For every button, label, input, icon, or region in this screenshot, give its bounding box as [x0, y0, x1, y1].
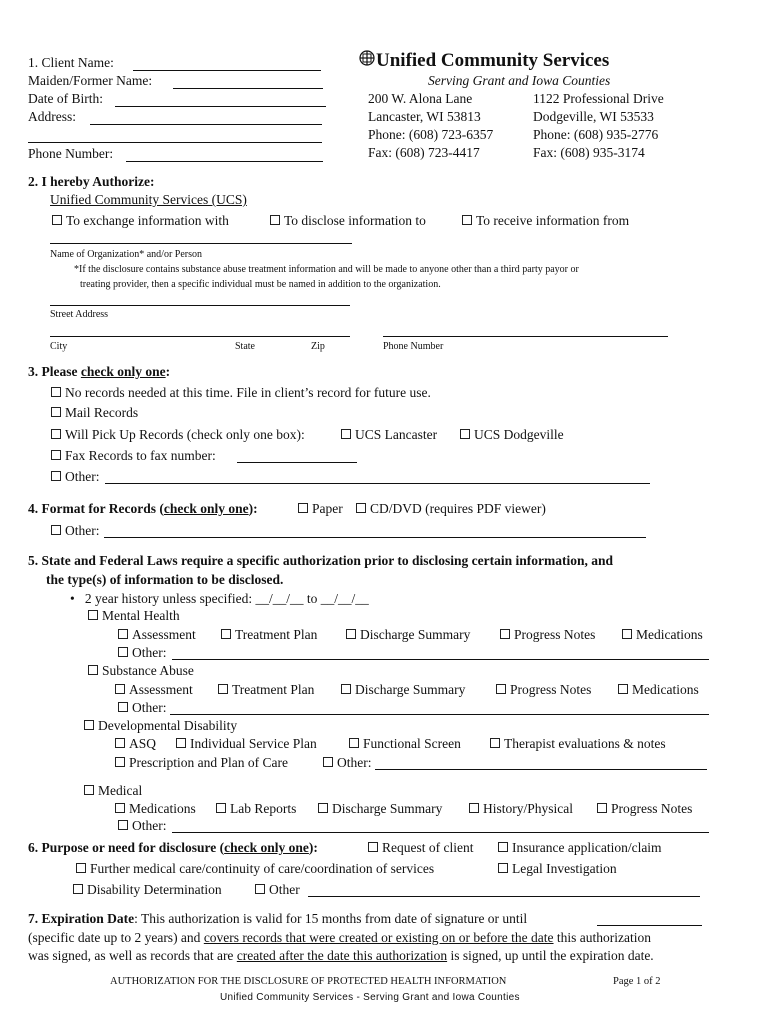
s2-opt-exchange-label: To exchange information with — [66, 213, 229, 228]
dd-other[interactable] — [323, 755, 372, 771]
dd-item[interactable] — [349, 736, 461, 752]
sa-item[interactable] — [496, 682, 591, 698]
lancaster-city: Lancaster, WI 53813 — [368, 109, 481, 124]
substance-note-2: treating provider, then a specific individual must be named in addition to the organization. — [80, 279, 441, 290]
s7-line-2b: this authorization — [553, 930, 652, 945]
dd-item[interactable] — [176, 736, 317, 752]
checkbox-icon[interactable] — [118, 629, 128, 639]
s5-substance-abuse-label: Substance Abuse — [102, 663, 194, 678]
client-name-label: 1. Client Name: — [28, 55, 114, 70]
checkbox-icon[interactable] — [341, 429, 351, 439]
mh-item-label: Medications — [636, 627, 703, 642]
med-other[interactable] — [118, 818, 167, 834]
med-other-field[interactable] — [172, 832, 709, 833]
checkbox-icon[interactable] — [496, 684, 506, 694]
s2-opt-exchange[interactable] — [52, 213, 229, 229]
checkbox-icon[interactable] — [84, 720, 94, 730]
org-label: Name of Organization* and/or Person — [50, 249, 202, 260]
s4-opt-paper-label: Paper — [312, 501, 343, 516]
s5-medical-label: Medical — [98, 783, 143, 798]
checkbox-icon[interactable] — [368, 842, 378, 852]
s7-line-2-underlined: covers records that were created or existing on or before the date — [203, 930, 554, 945]
s7-line-3a: was signed, as well as records that are — [28, 948, 237, 963]
s6-opt-insurance[interactable] — [498, 840, 662, 856]
s3-opt-fax[interactable] — [51, 448, 216, 464]
footer-title: AUTHORIZATION FOR THE DISCLOSURE OF PROTECTED HEALTH INFORMATION — [110, 976, 507, 987]
s3-opt-dodgeville-label: UCS Dodgeville — [474, 427, 564, 442]
s6-other-field[interactable] — [308, 896, 700, 897]
sa-item-label: Progress Notes — [510, 682, 592, 697]
fax-number-field[interactable] — [237, 462, 357, 463]
checkbox-icon[interactable] — [318, 803, 328, 813]
s6-opt-further-care-label: Further medical care/continuity of care/coordination of services — [90, 861, 435, 876]
med-item[interactable] — [318, 801, 442, 817]
s3-opt-mail[interactable] — [51, 405, 138, 421]
dodgeville-fax: Fax: (608) 935-3174 — [533, 145, 645, 160]
s5-heading-2: the type(s) of information to be disclosed. — [46, 572, 284, 587]
footer-page-number: Page 1 of 2 — [613, 976, 661, 987]
s7-line-2a: (specific date up to 2 years) and — [28, 930, 204, 945]
sa-item-label: Medications — [632, 682, 699, 697]
checkbox-icon[interactable] — [88, 610, 98, 620]
s5-bullet — [70, 591, 369, 607]
mh-item[interactable] — [346, 627, 470, 643]
sa-item[interactable] — [115, 682, 193, 698]
s6-opt-disability[interactable] — [73, 882, 222, 898]
s4-opt-cd-label: CD/DVD (requires PDF viewer) — [370, 501, 546, 516]
checkbox-icon[interactable] — [51, 407, 61, 417]
dd-other-label: Other: — [337, 755, 372, 770]
state-label: State — [235, 341, 255, 352]
s5-history-range[interactable]: 2 year history unless specified: __/__/__ to __/__/__ — [84, 591, 369, 606]
s3-opt-no-records-label: No records needed at this time. File in client’s record for future use. — [65, 385, 431, 400]
med-item[interactable] — [115, 801, 196, 817]
med-item-label: Discharge Summary — [332, 801, 443, 816]
s6-heading — [28, 840, 318, 856]
s4-heading-pre: 4. Format for Records ( — [28, 501, 164, 516]
sa-item-label: Discharge Summary — [355, 682, 466, 697]
address-label: Address: — [28, 109, 76, 124]
maiden-name-field[interactable] — [173, 88, 323, 89]
med-item-label: History/Physical — [483, 801, 573, 816]
s5-substance-abuse[interactable] — [88, 663, 194, 679]
s7-line-1-text: : This authorization is valid for 15 months from date of signature or until — [134, 911, 528, 926]
s3-opt-other-label: Other: — [65, 469, 100, 484]
s7-line-3 — [28, 948, 654, 964]
checkbox-icon[interactable] — [118, 702, 128, 712]
dd-item[interactable] — [490, 736, 666, 752]
checkbox-icon[interactable] — [270, 215, 280, 225]
org-name-field[interactable] — [50, 243, 352, 244]
checkbox-icon[interactable] — [349, 738, 359, 748]
s6-opt-request-label: Request of client — [382, 840, 474, 855]
checkbox-icon[interactable] — [51, 387, 61, 397]
dd-item-label: Individual Service Plan — [190, 736, 317, 751]
s2-opt-receive-label: To receive information from — [476, 213, 630, 228]
address-field-1[interactable] — [90, 124, 322, 125]
mh-item[interactable] — [622, 627, 703, 643]
checkbox-icon[interactable] — [323, 757, 333, 767]
mh-item[interactable] — [221, 627, 317, 643]
s7-heading: 7. Expiration Date — [28, 911, 135, 926]
checkbox-icon[interactable] — [498, 863, 508, 873]
checkbox-icon[interactable] — [490, 738, 500, 748]
s5-developmental-disability[interactable] — [84, 718, 237, 734]
checkbox-icon[interactable] — [469, 803, 479, 813]
mh-item-label: Progress Notes — [514, 627, 596, 642]
s7-line-1 — [28, 911, 527, 927]
address-field-2[interactable] — [28, 142, 322, 143]
mh-other-field[interactable] — [172, 659, 709, 660]
checkbox-icon[interactable] — [218, 684, 228, 694]
checkbox-icon[interactable] — [255, 884, 265, 894]
med-item[interactable] — [597, 801, 692, 817]
lancaster-phone: Phone: (608) 723-6357 — [368, 127, 494, 142]
s2-heading: 2. I hereby Authorize: — [28, 174, 155, 189]
s6-opt-request[interactable] — [368, 840, 473, 856]
s4-opt-other-label: Other: — [65, 523, 100, 538]
dd-item-label: ASQ — [129, 736, 157, 751]
s5-developmental-disability-label: Developmental Disability — [98, 718, 238, 733]
street-address-label: Street Address — [50, 309, 109, 320]
mh-other-label: Other: — [132, 645, 167, 660]
s3-opt-dodgeville[interactable] — [460, 427, 564, 443]
checkbox-icon[interactable] — [76, 863, 86, 873]
s6-opt-further-care[interactable] — [76, 861, 434, 877]
city-label: City — [50, 341, 68, 352]
checkbox-icon[interactable] — [176, 738, 186, 748]
checkbox-icon[interactable] — [118, 647, 128, 657]
checkbox-icon[interactable] — [597, 803, 607, 813]
s3-heading-underlined: check only one — [80, 364, 166, 379]
substance-note-1: *If the disclosure contains substance abuse treatment information and will be made to anyone other than a third party payor or — [74, 264, 579, 275]
client-name-field[interactable] — [133, 70, 321, 71]
agency-name: Unified Community Services — [376, 50, 610, 71]
checkbox-icon[interactable] — [221, 629, 231, 639]
s2-entity: Unified Community Services (UCS) — [50, 192, 247, 207]
checkbox-icon[interactable] — [115, 738, 125, 748]
checkbox-icon[interactable] — [84, 785, 94, 795]
dd-item-label: Therapist evaluations & notes — [504, 736, 666, 751]
s6-opt-other-label: Other — [269, 882, 300, 897]
s4-row — [28, 501, 258, 517]
sa-other[interactable] — [118, 700, 167, 716]
mh-item[interactable] — [500, 627, 595, 643]
checkbox-icon[interactable] — [51, 450, 61, 460]
dodgeville-city: Dodgeville, WI 53533 — [533, 109, 654, 124]
maiden-name-label: Maiden/Former Name: — [28, 73, 153, 88]
checkbox-icon[interactable] — [622, 629, 632, 639]
med-other-label: Other: — [132, 818, 167, 833]
s3-opt-other[interactable] — [51, 469, 100, 485]
checkbox-icon[interactable] — [462, 215, 472, 225]
dd-item-label: Prescription and Plan of Care — [129, 755, 288, 770]
lancaster-fax: Fax: (608) 723-4417 — [368, 145, 480, 160]
s6-heading-post: ): — [308, 840, 318, 855]
s7-line-3-underlined: created after the date this authorization — [236, 948, 448, 963]
med-item[interactable] — [469, 801, 573, 817]
dodgeville-street: 1122 Professional Drive — [533, 91, 664, 106]
s3-heading — [28, 364, 170, 380]
s2-opt-disclose[interactable] — [270, 213, 426, 229]
s6-opt-disability-label: Disability Determination — [87, 882, 222, 897]
s3-opt-no-records[interactable] — [51, 385, 431, 401]
s2-opt-receive[interactable] — [462, 213, 629, 229]
s2-opt-disclose-label: To disclose information to — [284, 213, 426, 228]
city-state-zip-field[interactable] — [50, 336, 350, 337]
agency-name-block — [358, 49, 609, 72]
med-item-label: Medications — [129, 801, 196, 816]
agency-tagline: Serving Grant and Iowa Counties — [428, 73, 611, 88]
checkbox-icon[interactable] — [500, 629, 510, 639]
s3-opt-pickup[interactable] — [51, 427, 305, 443]
zip-label: Zip — [311, 341, 325, 352]
checkbox-icon[interactable] — [460, 429, 470, 439]
street-address-field[interactable] — [50, 305, 350, 306]
checkbox-icon[interactable] — [51, 525, 61, 535]
checkbox-icon[interactable] — [51, 471, 61, 481]
sa-other-field[interactable] — [170, 714, 709, 715]
mh-item[interactable] — [118, 627, 196, 643]
mh-item-label: Treatment Plan — [235, 627, 318, 642]
mh-other[interactable] — [118, 645, 167, 661]
dd-other-field[interactable] — [375, 769, 707, 770]
dob-label: Date of Birth: — [28, 91, 103, 106]
sa-item[interactable] — [341, 682, 465, 698]
dd-item[interactable] — [115, 755, 288, 771]
s4-opt-paper[interactable] — [298, 501, 343, 517]
checkbox-icon[interactable] — [73, 884, 83, 894]
checkbox-icon[interactable] — [115, 803, 125, 813]
s5-heading-1: 5. State and Federal Laws require a specific authorization prior to disclosing certain information, and — [28, 553, 613, 568]
s7-line-3b: is signed, up until the expiration date. — [447, 948, 654, 963]
s3-opt-fax-label: Fax Records to fax number: — [65, 448, 216, 463]
s6-opt-other[interactable] — [255, 882, 300, 898]
bullet-icon: • — [70, 591, 85, 606]
s3-opt-pickup-label: Will Pick Up Records (check only one box): — [65, 427, 305, 442]
s6-opt-legal[interactable] — [498, 861, 617, 877]
s4-other-field[interactable] — [104, 537, 646, 538]
checkbox-icon[interactable] — [618, 684, 628, 694]
s5-medical[interactable] — [84, 783, 142, 799]
sa-item-label: Treatment Plan — [232, 682, 315, 697]
phone-field[interactable] — [126, 161, 323, 162]
s3-heading-post: : — [165, 364, 171, 379]
checkbox-icon[interactable] — [346, 629, 356, 639]
s5-mental-health[interactable] — [88, 608, 180, 624]
s4-opt-other[interactable] — [51, 523, 100, 539]
checkbox-icon[interactable] — [216, 803, 226, 813]
s3-other-field[interactable] — [105, 483, 650, 484]
s6-heading-pre: 6. Purpose or need for disclosure ( — [28, 840, 225, 855]
checkbox-icon[interactable] — [51, 429, 61, 439]
dob-field[interactable] — [115, 106, 326, 107]
s3-opt-mail-label: Mail Records — [65, 405, 139, 420]
sa-other-label: Other: — [132, 700, 167, 715]
checkbox-icon[interactable] — [341, 684, 351, 694]
ucs-logo-icon — [358, 49, 376, 67]
checkbox-icon[interactable] — [115, 684, 125, 694]
s3-heading-pre: 3. Please — [28, 364, 81, 379]
med-item-label: Progress Notes — [611, 801, 693, 816]
s6-opt-legal-label: Legal Investigation — [512, 861, 617, 876]
s6-opt-insurance-label: Insurance application/claim — [512, 840, 662, 855]
dd-item[interactable] — [115, 736, 156, 752]
dodgeville-phone: Phone: (608) 935-2776 — [533, 127, 659, 142]
checkbox-icon[interactable] — [298, 503, 308, 513]
checkbox-icon[interactable] — [88, 665, 98, 675]
sa-item-label: Assessment — [129, 682, 193, 697]
s4-opt-cd[interactable] — [356, 501, 546, 517]
s4-heading-post: ): — [248, 501, 258, 516]
expiration-date-field[interactable] — [597, 925, 702, 926]
phone-label: Phone Number: — [28, 146, 114, 161]
sa-item[interactable] — [218, 682, 314, 698]
med-item[interactable] — [216, 801, 296, 817]
s5-mental-health-label: Mental Health — [102, 608, 180, 623]
s6-heading-underlined: check only one — [224, 840, 309, 855]
checkbox-icon[interactable] — [52, 215, 62, 225]
mh-item-label: Assessment — [132, 627, 196, 642]
org-phone-field[interactable] — [383, 336, 668, 337]
mh-item-label: Discharge Summary — [360, 627, 471, 642]
lancaster-street: 200 W. Alona Lane — [368, 91, 473, 106]
s7-line-2 — [28, 930, 651, 946]
org-phone-label: Phone Number — [383, 341, 444, 352]
sa-item[interactable] — [618, 682, 699, 698]
checkbox-icon[interactable] — [356, 503, 366, 513]
checkbox-icon[interactable] — [118, 820, 128, 830]
med-item-label: Lab Reports — [230, 801, 297, 816]
dd-item-label: Functional Screen — [363, 736, 461, 751]
s3-opt-lancaster[interactable] — [341, 427, 437, 443]
checkbox-icon[interactable] — [115, 757, 125, 767]
checkbox-icon[interactable] — [498, 842, 508, 852]
s4-heading-underlined: check only one — [163, 501, 249, 516]
footer-subtitle: Unified Community Services - Serving Grant and Iowa Counties — [220, 992, 520, 1003]
s3-opt-lancaster-label: UCS Lancaster — [355, 427, 438, 442]
